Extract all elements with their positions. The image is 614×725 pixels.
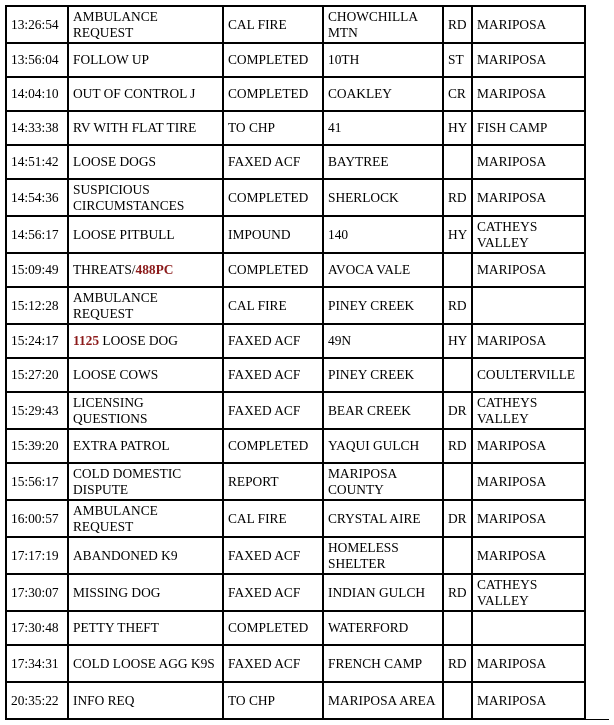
time-cell: 15:29:43	[6, 392, 68, 429]
page-bottom-rule	[5, 719, 609, 720]
city-cell: COULTERVILLE	[472, 358, 585, 392]
city-cell: MARIPOSA	[472, 500, 585, 537]
status-cell: CAL FIRE	[223, 500, 323, 537]
street-cell: 140	[323, 216, 443, 253]
table-row	[6, 77, 585, 111]
table-row	[6, 253, 585, 287]
street-cell: CHOWCHILLA MTN	[323, 6, 443, 43]
street-cell: HOMELESS SHELTER	[323, 537, 443, 574]
table-row	[6, 645, 585, 682]
event-cell: LICENSING QUESTIONS	[68, 392, 223, 429]
status-cell: FAXED ACF	[223, 645, 323, 682]
time-cell: 14:54:36	[6, 179, 68, 216]
event-cell: RV WITH FLAT TIRE	[68, 111, 223, 145]
table-row	[6, 429, 585, 463]
city-cell: CATHEYS VALLEY	[472, 216, 585, 253]
event-cell	[68, 324, 223, 358]
street-cell: FRENCH CAMP	[323, 645, 443, 682]
city-cell: MARIPOSA	[472, 463, 585, 500]
street-type-cell: RD	[443, 6, 472, 43]
event-code: 488PC	[135, 262, 174, 277]
city-cell: MARIPOSA	[472, 145, 585, 179]
table-row	[6, 500, 585, 537]
table-row	[6, 179, 585, 216]
time-cell: 15:56:17	[6, 463, 68, 500]
city-cell: MARIPOSA	[472, 253, 585, 287]
event-text: THREATS/	[73, 262, 136, 277]
time-cell: 14:56:17	[6, 216, 68, 253]
event-cell: COLD DOMESTIC DISPUTE	[68, 463, 223, 500]
status-cell: COMPLETED	[223, 611, 323, 645]
event-cell: OUT OF CONTROL J	[68, 77, 223, 111]
city-cell: MARIPOSA	[472, 6, 585, 43]
street-type-cell: RD	[443, 179, 472, 216]
table-row	[6, 324, 585, 358]
city-cell	[472, 287, 585, 324]
status-cell: REPORT	[223, 463, 323, 500]
time-cell: 15:39:20	[6, 429, 68, 463]
status-cell: COMPLETED	[223, 253, 323, 287]
street-cell: 10TH	[323, 43, 443, 77]
street-cell: SHERLOCK	[323, 179, 443, 216]
time-cell: 20:35:22	[6, 682, 68, 719]
city-cell: MARIPOSA	[472, 179, 585, 216]
street-type-cell	[443, 611, 472, 645]
time-cell: 17:34:31	[6, 645, 68, 682]
event-cell: AMBULANCE REQUEST	[68, 500, 223, 537]
city-cell: MARIPOSA	[472, 537, 585, 574]
street-type-cell	[443, 145, 472, 179]
street-cell: 49N	[323, 324, 443, 358]
city-cell: MARIPOSA	[472, 682, 585, 719]
event-code: 1125	[73, 333, 100, 348]
time-cell: 13:56:04	[6, 43, 68, 77]
event-cell: ABANDONED K9	[68, 537, 223, 574]
status-cell: IMPOUND	[223, 216, 323, 253]
status-cell: COMPLETED	[223, 179, 323, 216]
city-cell: MARIPOSA	[472, 324, 585, 358]
street-cell: BAYTREE	[323, 145, 443, 179]
street-cell: AVOCA VALE	[323, 253, 443, 287]
table-row	[6, 358, 585, 392]
city-cell: CATHEYS VALLEY	[472, 574, 585, 611]
street-type-cell: HY	[443, 216, 472, 253]
time-cell: 14:51:42	[6, 145, 68, 179]
street-type-cell: RD	[443, 429, 472, 463]
status-cell: FAXED ACF	[223, 145, 323, 179]
event-cell: COLD LOOSE AGG K9S	[68, 645, 223, 682]
time-cell: 13:26:54	[6, 6, 68, 43]
event-cell: MISSING DOG	[68, 574, 223, 611]
time-cell: 17:30:48	[6, 611, 68, 645]
status-cell: TO CHP	[223, 111, 323, 145]
table-row	[6, 574, 585, 611]
street-type-cell: HY	[443, 324, 472, 358]
event-cell: INFO REQ	[68, 682, 223, 719]
time-cell: 15:24:17	[6, 324, 68, 358]
status-cell: CAL FIRE	[223, 287, 323, 324]
event-cell: SUSPICIOUS CIRCUMSTANCES	[68, 179, 223, 216]
event-cell: AMBULANCE REQUEST	[68, 287, 223, 324]
street-cell: 41	[323, 111, 443, 145]
table-row	[6, 392, 585, 429]
event-cell: LOOSE DOGS	[68, 145, 223, 179]
table-row	[6, 611, 585, 645]
time-cell: 15:09:49	[6, 253, 68, 287]
status-cell: COMPLETED	[223, 43, 323, 77]
street-cell: COAKLEY	[323, 77, 443, 111]
city-cell: FISH CAMP	[472, 111, 585, 145]
status-cell: CAL FIRE	[223, 6, 323, 43]
table-row	[6, 537, 585, 574]
table-row	[6, 145, 585, 179]
street-cell: MARIPOSA AREA	[323, 682, 443, 719]
event-cell: EXTRA PATROL	[68, 429, 223, 463]
street-type-cell: CR	[443, 77, 472, 111]
table-row	[6, 43, 585, 77]
table-row	[6, 682, 585, 719]
street-type-cell: RD	[443, 574, 472, 611]
call-log-table	[5, 5, 586, 720]
table-row	[6, 6, 585, 43]
event-cell: LOOSE PITBULL	[68, 216, 223, 253]
street-type-cell: ST	[443, 43, 472, 77]
time-cell: 17:30:07	[6, 574, 68, 611]
time-cell: 14:04:10	[6, 77, 68, 111]
city-cell: MARIPOSA	[472, 645, 585, 682]
street-cell: PINEY CREEK	[323, 287, 443, 324]
city-cell: MARIPOSA	[472, 429, 585, 463]
street-type-cell: DR	[443, 392, 472, 429]
city-cell: CATHEYS VALLEY	[472, 392, 585, 429]
time-cell: 15:12:28	[6, 287, 68, 324]
street-type-cell: RD	[443, 645, 472, 682]
street-type-cell: RD	[443, 287, 472, 324]
table-row	[6, 287, 585, 324]
street-cell: WATERFORD	[323, 611, 443, 645]
street-type-cell	[443, 358, 472, 392]
street-cell: BEAR CREEK	[323, 392, 443, 429]
event-cell: LOOSE COWS	[68, 358, 223, 392]
street-type-cell	[443, 682, 472, 719]
status-cell: COMPLETED	[223, 77, 323, 111]
street-cell: CRYSTAL AIRE	[323, 500, 443, 537]
city-cell: MARIPOSA	[472, 77, 585, 111]
city-cell	[472, 611, 585, 645]
status-cell: COMPLETED	[223, 429, 323, 463]
street-cell: MARIPOSA COUNTY	[323, 463, 443, 500]
status-cell: FAXED ACF	[223, 392, 323, 429]
street-cell: YAQUI GULCH	[323, 429, 443, 463]
status-cell: FAXED ACF	[223, 574, 323, 611]
time-cell: 14:33:38	[6, 111, 68, 145]
status-cell: TO CHP	[223, 682, 323, 719]
event-cell: FOLLOW UP	[68, 43, 223, 77]
street-type-cell	[443, 253, 472, 287]
street-type-cell	[443, 463, 472, 500]
call-log-body	[6, 6, 585, 719]
time-cell: 17:17:19	[6, 537, 68, 574]
status-cell: FAXED ACF	[223, 324, 323, 358]
event-text: LOOSE DOG	[99, 333, 178, 348]
status-cell: FAXED ACF	[223, 358, 323, 392]
table-row	[6, 111, 585, 145]
table-row	[6, 216, 585, 253]
time-cell: 16:00:57	[6, 500, 68, 537]
street-type-cell: HY	[443, 111, 472, 145]
street-cell: INDIAN GULCH	[323, 574, 443, 611]
table-row	[6, 463, 585, 500]
status-cell: FAXED ACF	[223, 537, 323, 574]
event-cell	[68, 253, 223, 287]
city-cell: MARIPOSA	[472, 43, 585, 77]
event-cell: PETTY THEFT	[68, 611, 223, 645]
event-cell: AMBULANCE REQUEST	[68, 6, 223, 43]
time-cell: 15:27:20	[6, 358, 68, 392]
street-cell: PINEY CREEK	[323, 358, 443, 392]
street-type-cell	[443, 537, 472, 574]
street-type-cell: DR	[443, 500, 472, 537]
